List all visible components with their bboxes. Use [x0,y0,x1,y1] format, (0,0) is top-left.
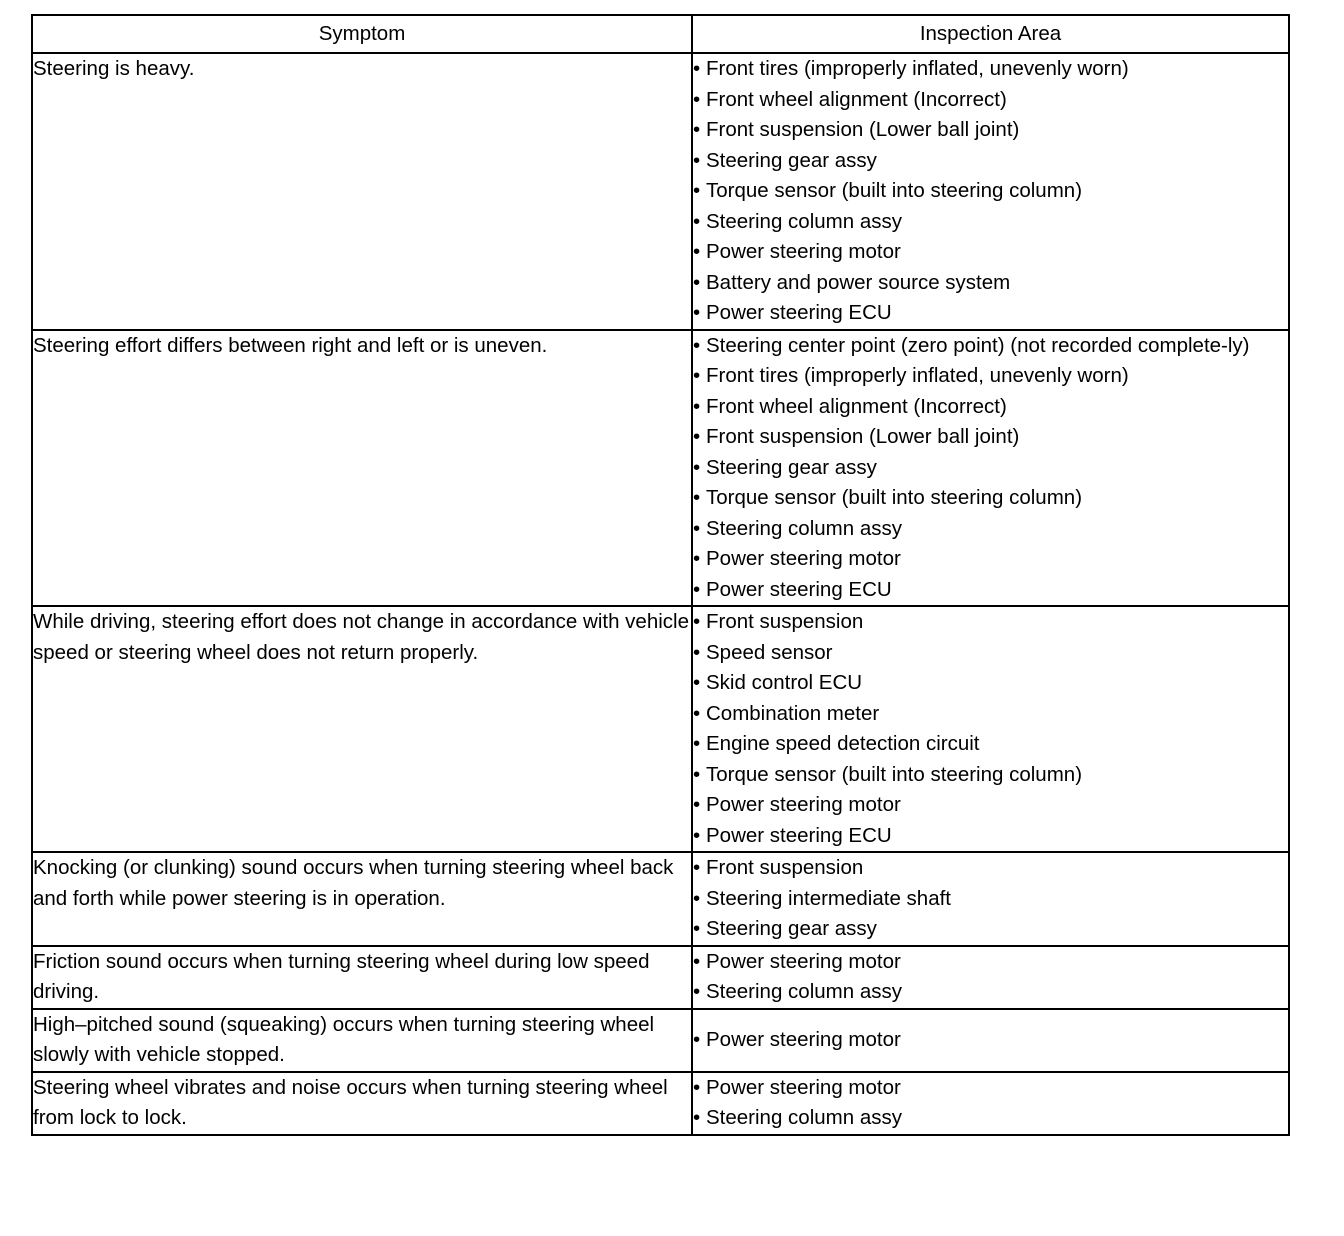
inspection-area-list [693,607,1288,851]
inspection-area-list [693,1073,1288,1134]
list-item: • Battery and power source system [693,268,1288,299]
list-item: • Power steering ECU [693,298,1288,329]
table-row [32,53,1289,330]
list-item: • Steering column assy [693,514,1288,545]
symptom-cell: While driving, steering effort does not change in accordance with vehicle speed or steering wheel does not return properly. [32,606,692,852]
list-item: • Speed sensor [693,638,1288,669]
symptom-cell: Friction sound occurs when turning steering wheel during low speed driving. [32,946,692,1009]
list-item: • Steering intermediate shaft [693,884,1288,915]
list-item: • Power steering motor [693,947,1288,978]
table-row [32,1072,1289,1135]
list-item: • Power steering motor [693,1073,1288,1104]
list-item: • Steering column assy [693,1103,1288,1134]
list-item: • Power steering ECU [693,821,1288,852]
inspection-area-list [693,853,1288,945]
inspection-area-list [693,1025,1288,1056]
list-item: • Steering gear assy [693,914,1288,945]
list-item: • Skid control ECU [693,668,1288,699]
table-row [32,330,1289,607]
list-item: • Engine speed detection circuit [693,729,1288,760]
list-item: • Steering column assy [693,977,1288,1008]
table-row [32,606,1289,852]
symptom-cell: Steering is heavy. [32,53,692,330]
list-item: • Torque sensor (built into steering column) [693,760,1288,791]
list-item: • Power steering motor [693,237,1288,268]
list-item: • Steering column assy [693,207,1288,238]
list-item: • Front tires (improperly inflated, unevenly worn) [693,361,1288,392]
troubleshooting-table [31,14,1290,1136]
list-item: • Combination meter [693,699,1288,730]
inspection-area-cell [692,606,1289,852]
list-item: • Front wheel alignment (Incorrect) [693,85,1288,116]
table-row [32,852,1289,946]
list-item: • Front suspension [693,853,1288,884]
inspection-area-cell [692,1072,1289,1135]
symptom-cell: High–pitched sound (squeaking) occurs when turning steering wheel slowly with vehicle stopped. [32,1009,692,1072]
list-item: • Torque sensor (built into steering column) [693,176,1288,207]
inspection-area-cell [692,946,1289,1009]
table-header [32,15,1289,53]
list-item: • Front suspension (Lower ball joint) [693,422,1288,453]
inspection-area-column-header: Inspection Area [692,15,1289,53]
list-item: • Steering gear assy [693,453,1288,484]
list-item: • Power steering motor [693,1025,1288,1056]
list-item: • Front suspension (Lower ball joint) [693,115,1288,146]
list-item: • Front tires (improperly inflated, unevenly worn) [693,54,1288,85]
inspection-area-cell [692,330,1289,607]
inspection-area-list [693,331,1288,606]
table-row [32,1009,1289,1072]
table-body [32,53,1289,1135]
table-row [32,946,1289,1009]
symptom-cell: Steering wheel vibrates and noise occurs when turning steering wheel from lock to lock. [32,1072,692,1135]
list-item: • Power steering motor [693,544,1288,575]
inspection-area-cell [692,1009,1289,1072]
header-row [32,15,1289,53]
inspection-area-list [693,947,1288,1008]
list-item: • Front wheel alignment (Incorrect) [693,392,1288,423]
symptom-cell: Knocking (or clunking) sound occurs when turning steering wheel back and forth while power steering is in operation. [32,852,692,946]
list-item: • Power steering ECU [693,575,1288,606]
inspection-area-cell [692,53,1289,330]
list-item: • Steering center point (zero point) (not recorded complete-ly) [693,331,1288,362]
list-item: • Power steering motor [693,790,1288,821]
symptom-column-header: Symptom [32,15,692,53]
list-item: • Torque sensor (built into steering column) [693,483,1288,514]
list-item: • Steering gear assy [693,146,1288,177]
inspection-area-cell [692,852,1289,946]
list-item: • Front suspension [693,607,1288,638]
inspection-area-list [693,54,1288,329]
symptom-cell: Steering effort differs between right and left or is uneven. [32,330,692,607]
